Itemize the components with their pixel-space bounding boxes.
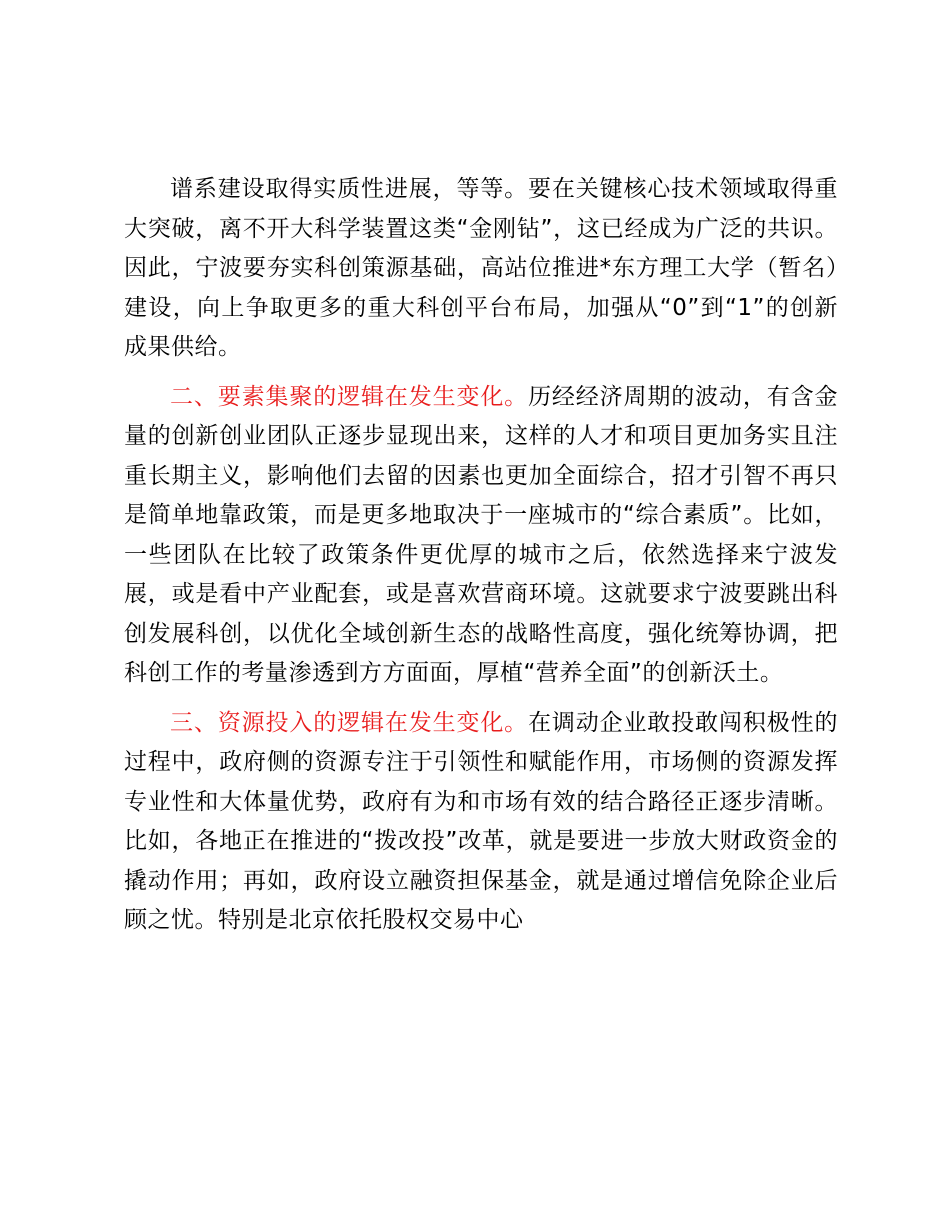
paragraph-2: [124, 378, 838, 694]
section-heading-3: 三、资源投入的逻辑在发生变化。: [170, 709, 529, 736]
paragraph-3: [124, 704, 838, 941]
paragraph-2-text: 历经经济周期的波动，有含金量的创新创业团队正逐步显现出来，这样的人才和项目更加务实且注重长期主义，影响他们去留的因素也更加全面综合，招才引智不再只是简单地靠政策，而是更多地取决于一座城市的“综合素质”。比如，一些团队在比较了政策条件更优厚的城市之后，依然选择来宁波发展，或是看中产业配套，或是喜欢营商环境。这就要求宁波要跳出科创发展科创，以优化全域创新生态的战略性高度，强化统筹协调，把科创工作的考量渗透到方方面面，厚植“营养全面”的创新沃土。: [124, 383, 839, 686]
paragraph-1: [124, 170, 838, 368]
document-body: [124, 170, 838, 941]
paragraph-1-text: 谱系建设取得实质性进展，等等。要在关键核心技术领域取得重大突破，离不开大科学装置这类“金刚钻”，这已经成为广泛的共识。因此，宁波要夯实科创策源基础，高站位推进*东方理工大学（暂名）建设，向上争取更多的重大科创平台布局，加强从“0”到“1”的创新成果供给。: [124, 176, 838, 360]
section-heading-2: 二、要素集聚的逻辑在发生变化。: [170, 383, 529, 410]
paragraph-3-text: 在调动企业敢投敢闯积极性的过程中，政府侧的资源专注于引领性和赋能作用，市场侧的资源发挥专业性和大体量优势，政府有为和市场有效的结合路径正逐步清晰。比如，各地正在推进的“拨改投”改革，就是要进一步放大财政资金的撬动作用；再如，政府设立融资担保基金，就是通过增信免除企业后顾之忧。特别是北京依托股权交易中心: [124, 709, 839, 933]
